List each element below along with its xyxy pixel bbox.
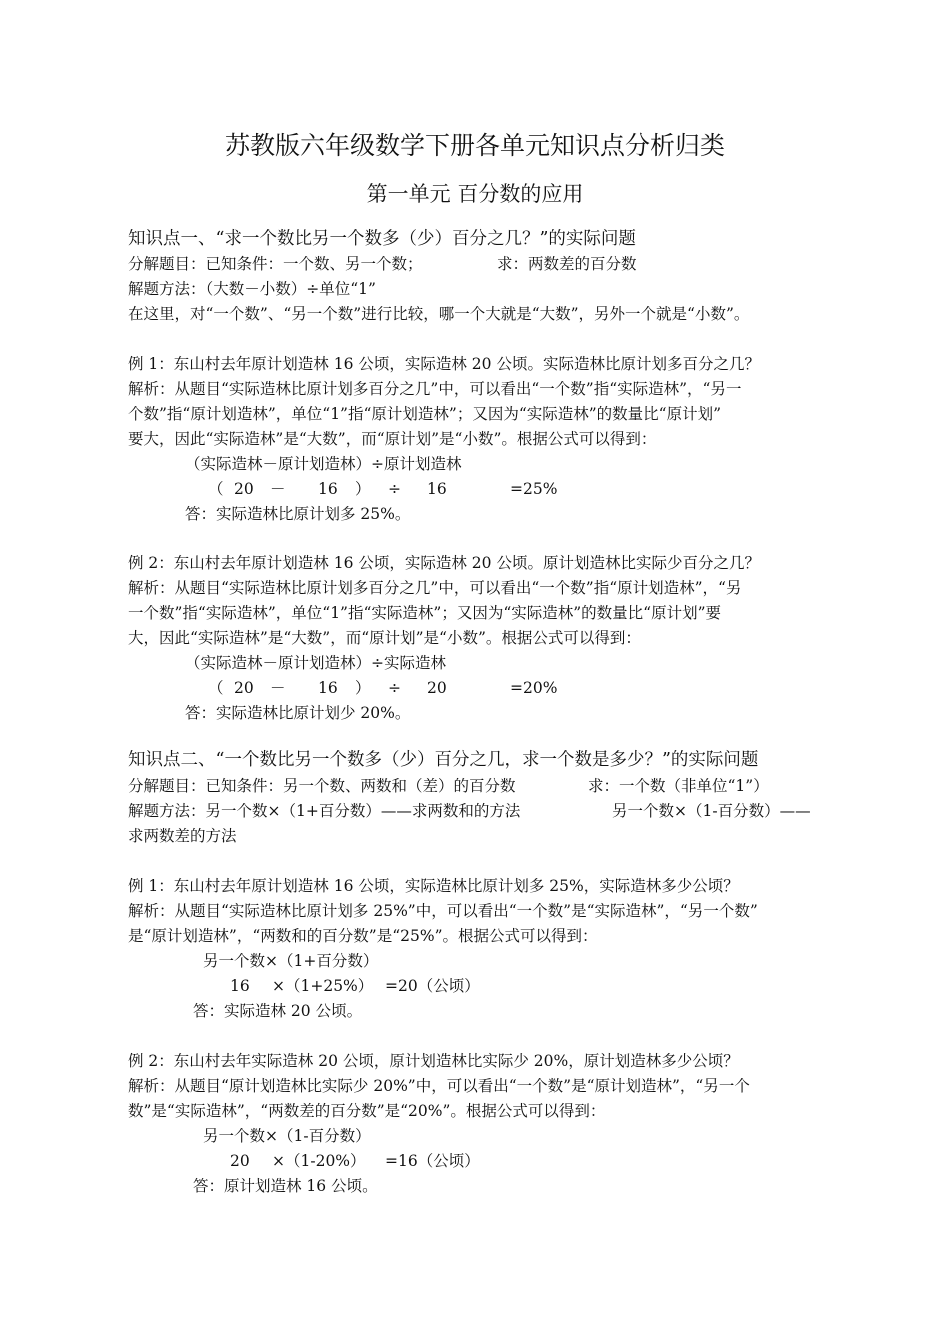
calc-result: =20% xyxy=(510,679,558,697)
kp2-ex2-formula: 另一个数×（1-百分数） xyxy=(203,1127,371,1145)
kp2-ex1-analysis-line2: 是“原计划造林”，“两数和的百分数”是“25%”。根据公式可以得到： xyxy=(128,927,598,945)
calc-operand: 20 xyxy=(230,1152,250,1170)
kp1-method: 解题方法：（大数－小数）÷单位“1” xyxy=(128,280,376,298)
kp1-ex2-question: 例 2：东山村去年原计划造林 16 公顷，实际造林 20 公顷。原计划造林比实际少百分之几？ xyxy=(128,554,760,572)
calc-close-paren: ） xyxy=(355,679,371,697)
kp1-ex1-formula: （实际造林－原计划造林）÷原计划造林 xyxy=(185,455,462,473)
calc-operand: 20 xyxy=(234,480,254,498)
kp2-ex1-analysis-line1: 解析：从题目“实际造林比原计划多 25%”中，可以看出“一个数”是“实际造林”，“另一个数” xyxy=(128,902,758,920)
calc-result: =16（公顷） xyxy=(385,1152,480,1170)
kp1-ex2-formula: （实际造林－原计划造林）÷实际造林 xyxy=(185,654,446,672)
kp1-ex1-question: 例 1：东山村去年原计划造林 16 公顷，实际造林 20 公顷。实际造林比原计划多百分之几？ xyxy=(128,355,760,373)
calc-multiplier: ×（1+25%） xyxy=(272,977,374,995)
kp2-ex2-analysis-line2: 数”是“实际造林”，“两数差的百分数”是“20%”。根据公式可以得到： xyxy=(128,1102,606,1120)
kp1-ex2-analysis-line3: 大，因此“实际造林”是“大数”，而“原计划”是“小数”。根据公式可以得到： xyxy=(128,629,641,647)
calc-minus: － xyxy=(270,480,286,498)
calc-operand: 16 xyxy=(318,679,338,697)
kp2-analysis-given: 分解题目：已知条件：另一个数、两数和（差）的百分数 xyxy=(128,777,516,795)
calc-operand: 16 xyxy=(318,480,338,498)
kp1-analysis-find: 求：两数差的百分数 xyxy=(497,255,637,273)
kp2-ex1-question: 例 1：东山村去年原计划造林 16 公顷，实际造林比原计划多 25%，实际造林多少公顷？ xyxy=(128,877,739,895)
kp2-ex2-analysis-line1: 解析：从题目“原计划造林比实际少 20%”中，可以看出“一个数”是“原计划造林”，“另一个 xyxy=(128,1077,750,1095)
kp1-ex2-analysis-line2: 一个数”指“实际造林”，单位“1”指“实际造林”；又因为“实际造林”的数量比“原计划”要 xyxy=(128,604,722,622)
kp1-note: 在这里，对“一个数”、“另一个数”进行比较，哪一个大就是“大数”，另外一个就是“小数”。 xyxy=(128,305,750,323)
calc-open-paren: （ xyxy=(208,480,224,498)
calc-result: =25% xyxy=(510,480,558,498)
kp2-ex2-question: 例 2：东山村去年实际造林 20 公顷，原计划造林比实际少 20%，原计划造林多少公顷？ xyxy=(128,1052,739,1070)
kp2-ex1-answer: 答：实际造林 20 公顷。 xyxy=(193,1002,363,1020)
calc-result: =20（公顷） xyxy=(385,977,480,995)
kp1-heading: 知识点一、“求一个数比另一个数多（少）百分之几？”的实际问题 xyxy=(128,229,636,249)
calc-operand: 16 xyxy=(230,977,250,995)
kp1-ex1-analysis-line3: 要大，因此“实际造林”是“大数”，而“原计划”是“小数”。根据公式可以得到： xyxy=(128,430,657,448)
unit-title: 第一单元 百分数的应用 xyxy=(366,182,584,206)
kp1-ex1-analysis-line1: 解析：从题目“实际造林比原计划多百分之几”中，可以看出“一个数”指“实际造林”，“另一 xyxy=(128,380,742,398)
calc-minus: － xyxy=(270,679,286,697)
kp1-analysis-given: 分解题目：已知条件：一个数、另一个数； xyxy=(128,255,423,273)
calc-multiplier: ×（1-20%） xyxy=(272,1152,366,1170)
kp2-ex1-formula: 另一个数×（1+百分数） xyxy=(203,952,379,970)
calc-operand: 20 xyxy=(427,679,447,697)
calc-divide: ÷ xyxy=(388,679,401,697)
kp2-analysis-find: 求：一个数（非单位“1”） xyxy=(588,777,769,795)
kp1-ex2-analysis-line1: 解析：从题目“实际造林比原计划多百分之几”中，可以看出“一个数”指“原计划造林”，“另 xyxy=(128,579,742,597)
kp2-heading: 知识点二、“一个数比另一个数多（少）百分之几，求一个数是多少？”的实际问题 xyxy=(128,750,759,770)
kp2-method-sum: 解题方法：另一个数×（1+百分数）——求两数和的方法 xyxy=(128,802,521,820)
kp1-ex1-analysis-line2: 个数”指“原计划造林”，单位“1”指“原计划造林”；又因为“实际造林”的数量比“原计划” xyxy=(128,405,722,423)
calc-operand: 16 xyxy=(427,480,447,498)
kp2-ex2-answer: 答：原计划造林 16 公顷。 xyxy=(193,1177,378,1195)
kp1-ex1-answer: 答：实际造林比原计划多 25%。 xyxy=(185,505,411,523)
page-title: 苏教版六年级数学下册各单元知识点分析归类 xyxy=(224,131,725,160)
kp2-method-diff: 另一个数×（1-百分数）—— xyxy=(612,802,811,820)
calc-operand: 20 xyxy=(234,679,254,697)
calc-open-paren: （ xyxy=(208,679,224,697)
kp2-method-diff-cont: 求两数差的方法 xyxy=(128,827,237,845)
kp1-ex2-answer: 答：实际造林比原计划少 20%。 xyxy=(185,704,411,722)
calc-close-paren: ） xyxy=(355,480,371,498)
calc-divide: ÷ xyxy=(388,480,401,498)
